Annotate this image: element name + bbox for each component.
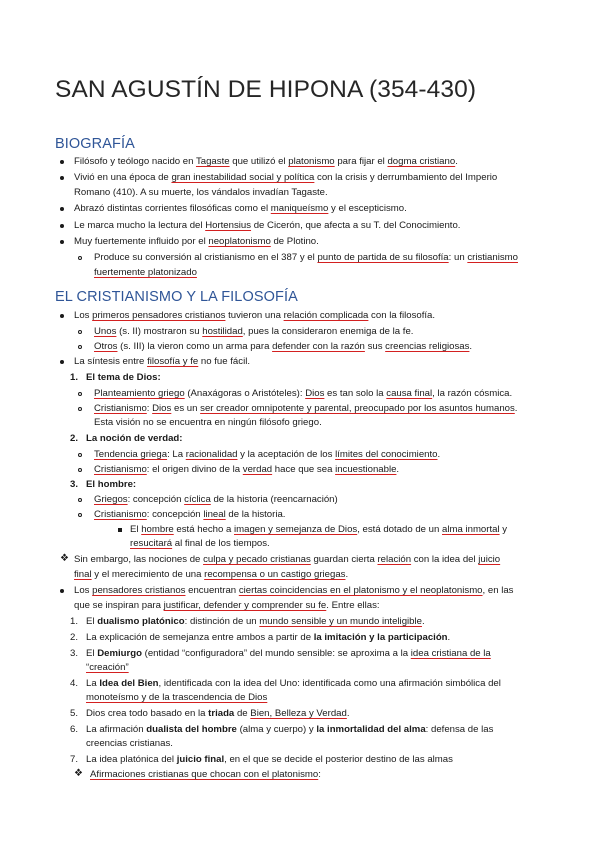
point-5: Dios crea todo basado en la triada de Bien, Belleza y Verdad. [86,708,350,719]
heading-tema-dios: El tema de Dios: [86,372,161,383]
bullet-icon [60,207,64,211]
bullet-icon [60,160,64,164]
point-3-cont: “creación” [86,662,129,673]
crist-line-n3d: resucitará al final de los tiempos. [130,538,270,549]
bio-line-3: Romano (410). A su muerte, los vándalos invadían Tagaste. [74,187,328,198]
section-heading-cristianismo: EL CRISTIANISMO Y LA FILOSOFÍA [55,289,298,305]
square-bullet-icon [118,528,122,532]
crist-line-s1: Sin embargo, las nociones de culpa y pecado cristianas guardan cierta relación con la idea del juicio [74,554,501,565]
list-number: 3. [70,479,79,490]
list-number: 4. [70,678,79,689]
heading-nocion-verdad: La noción de verdad: [86,433,183,444]
sub-bullet-icon [78,345,82,349]
crist-line-a1: Los primeros pensadores cristianos tuvieron una relación complicada con la filosofía. [74,310,436,321]
crist-line-n1b: Cristianismo: Dios es un ser creador omnipotente y parental, preocupado por los asuntos humanos. [94,403,518,414]
point-2: La explicación de semejanza entre ambos a partir de la imitación y la participación. [86,632,451,643]
page-title: SAN AGUSTÍN DE HIPONA (354-430) [55,76,477,103]
list-number: 6. [70,724,79,735]
crist-line-s2: final y el merecimiento de una recompensa o un castigo griegas. [74,569,349,580]
crist-line-a3: Otros (s. III) la vieron como un arma para defender con la razón sus creencias religiosas. [94,341,473,352]
bio-line-1: Filósofo y teólogo nacido en Tagaste que utilizó el platonismo para fijar el dogma cristiano. [74,156,458,167]
bullet-icon [60,314,64,318]
point-4-cont: monoteísmo y de la trascendencia de Dios [86,692,268,703]
sub-bullet-icon [78,453,82,457]
sub-bullet-icon [78,498,82,502]
bio-line-5: Le marca mucho la lectura del Hortensius de Cicerón, que afecta a su T. del Conocimiento. [74,220,461,231]
crist-line-b1: La síntesis entre filosofía y fe no fue fácil. [74,356,250,367]
sub-bullet-icon [78,407,82,411]
bio-line-7: Produce su conversión al cristianismo en el 387 y el punto de partida de su filosofía: un cristianismo [94,252,518,263]
bio-line-2: Vivió en una época de gran inestabilidad social y política con la crisis y derrumbamiento del Imperio [74,172,498,183]
crist-line-n1a: Planteamiento griego (Anaxágoras o Aristóteles): Dios es tan solo la causa final, la razón cósmica. [94,388,513,399]
sub-bullet-icon [78,330,82,334]
bullet-icon [60,360,64,364]
bullet-icon [60,176,64,180]
crist-line-n3c: El hombre está hecho a imagen y semejanza de Dios, está dotado de un alma inmortal y [130,524,508,535]
diamond-star-icon: ❖ [74,768,83,779]
point-6-cont: creencias cristianas. [86,738,173,749]
sub-bullet-icon [78,513,82,517]
heading-hombre: El hombre: [86,479,137,490]
bio-line-6: Muy fuertemente influido por el neoplatonismo de Plotino. [74,236,319,247]
crist-line-n3a: Griegos: concepción cíclica de la historia (reencarnación) [94,494,338,505]
point-6: La afirmación dualista del hombre (alma y cuerpo) y la inmortalidad del alma: defensa de las [86,724,494,735]
diamond-star-icon: ❖ [60,553,69,564]
list-number: 1. [70,616,79,627]
crist-line-c2: que se inspiran para justificar, defender y comprender su fe. Entre ellas: [74,600,380,611]
bullet-icon [60,224,64,228]
list-number: 2. [70,632,79,643]
last-line: Afirmaciones cristianas que chocan con el platonismo: [90,769,321,780]
sub-bullet-icon [78,468,82,472]
point-7: La idea platónica del juicio final, en el que se decide el posterior destino de las almas [86,754,453,765]
list-number: 5. [70,708,79,719]
section-heading-biografia: BIOGRAFÍA [55,136,135,152]
list-number: 3. [70,648,79,659]
sub-bullet-icon [78,256,82,260]
crist-line-n2a: Tendencia griega: La racionalidad y la aceptación de los límites del conocimiento. [94,449,441,460]
point-3: El Demiurgo (entidad “configuradora” del mundo sensible: se aproxima a la idea cristiana de la [86,648,491,659]
crist-line-n1c: Esta visión no se encuentra en ningún filósofo griego. [94,417,322,428]
bio-line-4: Abrazó distintas corrientes filosóficas como el maniqueísmo y el escepticismo. [74,203,407,214]
crist-line-n3b: Cristianismo: concepción lineal de la historia. [94,509,286,520]
crist-line-n2b: Cristianismo: el origen divino de la verdad hace que sea incuestionable. [94,464,400,475]
bullet-icon [60,589,64,593]
list-number: 7. [70,754,79,765]
crist-line-c1: Los pensadores cristianos encuentran ciertas coincidencias en el platonismo y el neoplatonismo, en las [74,585,514,596]
point-4: La Idea del Bien, identificada con la idea del Uno: identificada como una afirmación simbólica del [86,678,501,689]
list-number: 2. [70,433,79,444]
sub-bullet-icon [78,392,82,396]
bullet-icon [60,240,64,244]
point-1: El dualismo platónico: distinción de un mundo sensible y un mundo inteligible. [86,616,425,627]
bio-line-8: fuertemente platonizado [94,267,197,278]
crist-line-a2: Unos (s. II) mostraron su hostilidad, pues la consideraron enemiga de la fe. [94,326,414,337]
list-number: 1. [70,372,79,383]
